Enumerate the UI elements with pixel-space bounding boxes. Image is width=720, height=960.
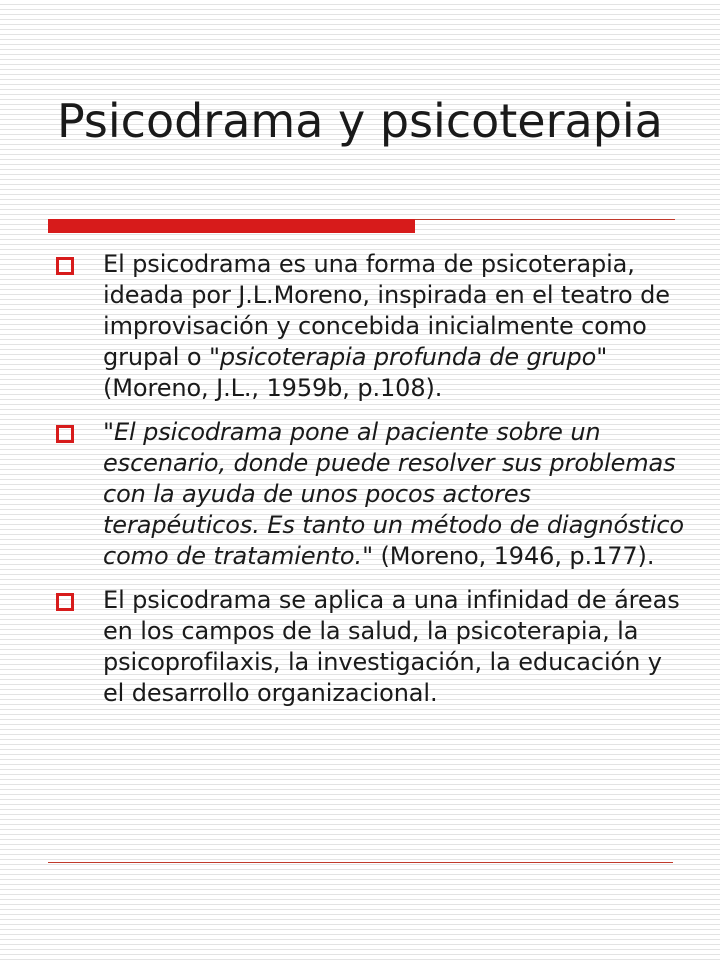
footer-rule [48,862,673,863]
bullet-text [103,418,684,570]
bullet-text [103,586,680,707]
bullet-item [56,249,686,404]
hollow-square-bullet-icon [56,593,74,611]
bullet-text-italic-segment: psicoterapia profunda de grupo [219,343,597,371]
bullet-text-segment: " (Moreno, J.L., 1959b, p.108). [103,343,608,402]
bullet-text-segment: " [103,418,114,446]
title-underline-accent [48,219,415,233]
bullet-item [56,417,686,572]
bullet-text-segment: El psicodrama es una forma de psicoterapia, ideada por J.L.Moreno, inspirada en el teatro de improvisación y concebida inicialmente como grupal o " [103,250,670,371]
title-underline-rule [415,219,675,220]
bullet-text-segment: " (Moreno, 1946, p.177). [362,542,655,570]
bullet-item [56,585,686,709]
hollow-square-bullet-icon [56,425,74,443]
hollow-square-bullet-icon [56,257,74,275]
bullet-text-italic-segment: El psicodrama pone al paciente sobre un escenario, donde puede resolver sus problemas con la ayuda de unos pocos actores terapéuticos. Es tanto un método de diagnóstico como de tratamiento. [103,418,684,570]
bullet-list [56,249,686,722]
bullet-text-segment: El psicodrama se aplica a una infinidad de áreas en los campos de la salud, la psicoterapia, la psicoprofilaxis, la investigación, la educación y el desarrollo organizacional. [103,586,680,707]
slide-title: Psicodrama y psicoterapia [57,94,663,148]
bullet-text [103,250,670,402]
